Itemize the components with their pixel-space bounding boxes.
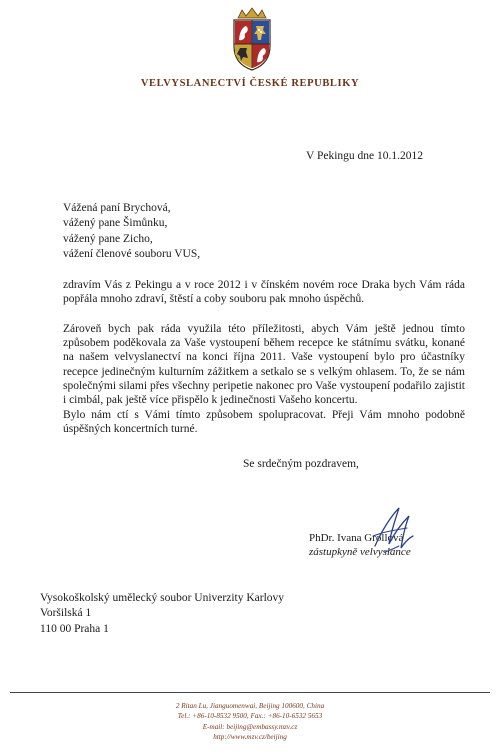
body-paragraph: Zároveň bych pak ráda využila této příležitosti, abych Vám ještě jednou tímto způsobem poděkovala za Vaše vystoupení během recepce ke státnímu svátku, konané na našem velvyslanectví na konci října 2011. Vaše vystoupení bylo pro účastníky recepce jedinečným kulturním zážitkem a setkalo se s velkým ohlasem. To, že se nám společnými silami přes všechny peripetie nakonec pro Vaše vystoupení podařilo zajistit i cimbál, pak ještě více přispělo k jedinečnosti Vašeho koncertu. bbox=[63, 323, 465, 407]
footer-contact bbox=[0, 701, 500, 743]
footer-website: http://www.mzv.cz/beijing bbox=[213, 733, 287, 742]
letterhead-title: VELVYSLANECTVÍ ČESKÉ REPUBLIKY bbox=[140, 78, 360, 89]
signer-name: PhDr. Ivana Grollová bbox=[309, 532, 404, 544]
salutation-line: vážený pane Zicho, bbox=[63, 232, 153, 245]
handwritten-signature-icon bbox=[365, 502, 417, 558]
state-emblem-icon bbox=[228, 6, 276, 72]
date-line: V Pekingu dne 10.1.2012 bbox=[306, 150, 424, 162]
closing-line: Se srdečným pozdravem, bbox=[243, 458, 359, 470]
address-line: Voršilská 1 bbox=[40, 607, 92, 620]
salutation-block bbox=[63, 201, 200, 263]
body-paragraph: Bylo nám ctí s Vámi tímto způsobem spolupracovat. Přeji Vám mnoho podobně úspěšných koncertních turné. bbox=[63, 409, 465, 436]
address-line: 110 00 Praha 1 bbox=[40, 622, 109, 635]
footer-phone: Tel.: +86-10-8532 9500, Fax.: +86-10-6532 5653 bbox=[177, 712, 323, 721]
footer-address: 2 Ritan Lu, Jianguomenwai, Beijing 100600, China bbox=[175, 702, 325, 710]
salutation-line: vážení členové souboru VUS, bbox=[63, 248, 201, 261]
salutation-line: Vážená paní Brychová, bbox=[63, 202, 171, 214]
body-paragraph: zdravím Vás z Pekingu a v roce 2012 i v čínském novém roce Draka bych Vám ráda popřála mnoho zdraví, štěstí a coby souboru pak mnoho úspěchů. bbox=[63, 279, 465, 306]
footer-divider bbox=[10, 692, 490, 693]
recipient-address bbox=[40, 591, 284, 637]
salutation-line: vážený pane Šimůnku, bbox=[63, 217, 168, 230]
signer-role: zástupkyně velvyslance bbox=[309, 546, 411, 558]
footer-email: E-mail: beijing@embassy.mzv.cz bbox=[202, 722, 298, 731]
address-line: Vysokoškolský umělecký soubor Univerzity Karlovy bbox=[40, 592, 285, 604]
